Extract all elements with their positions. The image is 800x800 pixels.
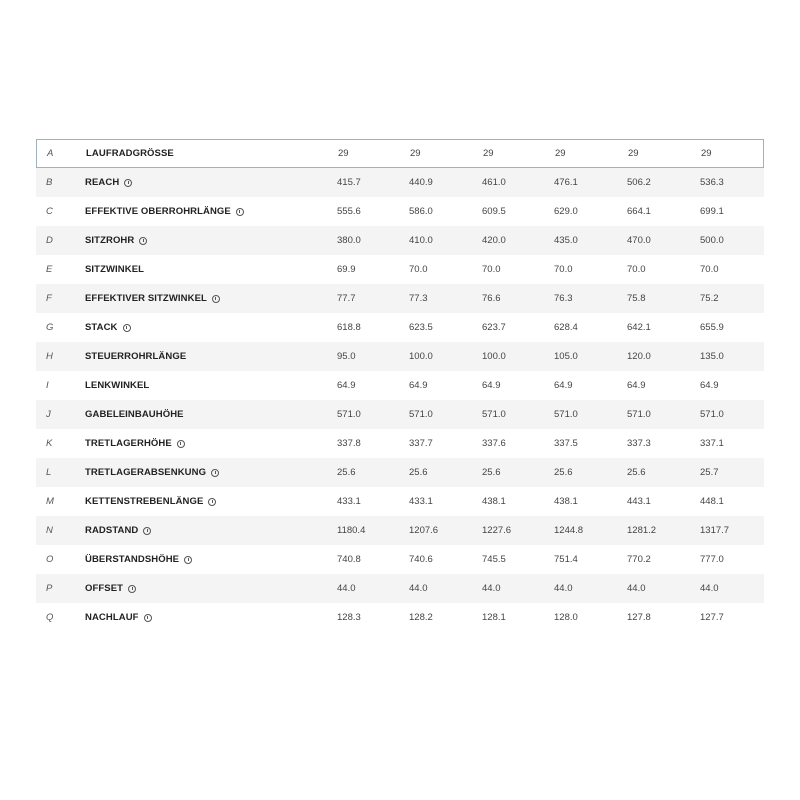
row-name: STACK <box>85 322 118 333</box>
row-name-cell <box>85 284 220 313</box>
table-cell: 29 <box>483 148 494 159</box>
table-cell: 380.0 <box>337 235 361 246</box>
row-letter: M <box>46 496 54 507</box>
table-row <box>36 429 764 458</box>
info-icon[interactable] <box>124 179 132 187</box>
table-cell: 420.0 <box>482 235 506 246</box>
table-row <box>36 226 764 255</box>
row-letter: C <box>46 206 53 217</box>
row-name-cell <box>85 371 149 400</box>
row-name-cell <box>85 168 132 197</box>
table-cell: 25.6 <box>337 467 356 478</box>
table-cell: 440.9 <box>409 177 433 188</box>
table-row <box>36 487 764 516</box>
table-cell: 448.1 <box>700 496 724 507</box>
table-cell: 120.0 <box>627 351 651 362</box>
row-letter: E <box>46 264 53 275</box>
table-cell: 777.0 <box>700 554 724 565</box>
table-cell: 438.1 <box>554 496 578 507</box>
table-cell: 609.5 <box>482 206 506 217</box>
row-name: SITZROHR <box>85 235 135 246</box>
info-icon[interactable] <box>211 469 219 477</box>
table-cell: 105.0 <box>554 351 578 362</box>
table-cell: 127.8 <box>627 612 651 623</box>
table-cell: 25.6 <box>627 467 646 478</box>
info-icon[interactable] <box>236 208 244 216</box>
table-cell: 410.0 <box>409 235 433 246</box>
table-cell: 623.5 <box>409 322 433 333</box>
row-name-cell <box>85 226 147 255</box>
table-cell: 64.9 <box>627 380 646 391</box>
table-cell: 555.6 <box>337 206 361 217</box>
row-name-cell <box>85 574 136 603</box>
table-row <box>36 371 764 400</box>
info-icon[interactable] <box>143 527 151 535</box>
table-cell: 29 <box>555 148 566 159</box>
table-row <box>36 603 764 632</box>
row-name-cell <box>85 545 192 574</box>
table-cell: 128.0 <box>554 612 578 623</box>
table-cell: 618.8 <box>337 322 361 333</box>
table-cell: 29 <box>410 148 421 159</box>
table-cell: 75.8 <box>627 293 646 304</box>
table-cell: 438.1 <box>482 496 506 507</box>
row-name: EFFEKTIVE OBERROHRLÄNGE <box>85 206 231 217</box>
table-cell: 655.9 <box>700 322 724 333</box>
row-letter: P <box>46 583 53 594</box>
row-name: OFFSET <box>85 583 124 594</box>
table-cell: 29 <box>701 148 712 159</box>
row-name-cell <box>85 313 131 342</box>
row-name: LENKWINKEL <box>85 380 150 391</box>
row-letter: F <box>46 293 52 304</box>
row-name-cell <box>85 458 219 487</box>
table-cell: 506.2 <box>627 177 651 188</box>
table-cell: 770.2 <box>627 554 651 565</box>
table-cell: 95.0 <box>337 351 356 362</box>
table-cell: 740.6 <box>409 554 433 565</box>
row-name: REACH <box>85 177 120 188</box>
table-cell: 64.9 <box>337 380 356 391</box>
row-name: STEUERROHRLÄNGE <box>85 351 187 362</box>
table-cell: 76.3 <box>554 293 573 304</box>
table-cell: 25.6 <box>482 467 501 478</box>
row-name: ÜBERSTANDSHÖHE <box>85 554 180 565</box>
table-cell: 1207.6 <box>409 525 439 536</box>
table-cell: 571.0 <box>554 409 578 420</box>
info-icon[interactable] <box>123 324 131 332</box>
table-cell: 337.5 <box>554 438 578 449</box>
table-cell: 745.5 <box>482 554 506 565</box>
table-cell: 415.7 <box>337 177 361 188</box>
table-cell: 100.0 <box>409 351 433 362</box>
table-body <box>36 168 764 632</box>
table-row <box>36 574 764 603</box>
row-name: EFFEKTIVER SITZWINKEL <box>85 293 207 304</box>
table-cell: 70.0 <box>554 264 573 275</box>
table-cell: 44.0 <box>554 583 573 594</box>
table-row <box>36 342 764 371</box>
row-letter: A <box>47 148 54 159</box>
row-name-cell <box>85 400 184 429</box>
table-cell: 29 <box>338 148 349 159</box>
table-cell: 500.0 <box>700 235 724 246</box>
table-cell: 64.9 <box>482 380 501 391</box>
table-cell: 699.1 <box>700 206 724 217</box>
row-letter: B <box>46 177 53 188</box>
table-cell: 433.1 <box>409 496 433 507</box>
row-name-cell <box>85 342 186 371</box>
table-cell: 100.0 <box>482 351 506 362</box>
row-name: TRETLAGERABSENKUNG <box>85 467 207 478</box>
table-cell: 571.0 <box>337 409 361 420</box>
table-row <box>36 458 764 487</box>
table-cell: 629.0 <box>554 206 578 217</box>
table-row <box>36 168 764 197</box>
row-name: SITZWINKEL <box>85 264 145 275</box>
table-cell: 536.3 <box>700 177 724 188</box>
table-cell: 44.0 <box>700 583 719 594</box>
table-cell: 44.0 <box>337 583 356 594</box>
row-name: NACHLAUF <box>85 612 139 623</box>
table-cell: 461.0 <box>482 177 506 188</box>
table-cell: 25.6 <box>409 467 428 478</box>
table-cell: 586.0 <box>409 206 433 217</box>
row-name-cell <box>85 603 152 632</box>
table-cell: 337.6 <box>482 438 506 449</box>
info-icon[interactable] <box>177 440 185 448</box>
table-cell: 435.0 <box>554 235 578 246</box>
table-cell: 64.9 <box>409 380 428 391</box>
table-cell: 70.0 <box>482 264 501 275</box>
table-cell: 44.0 <box>482 583 501 594</box>
row-letter: H <box>46 351 53 362</box>
table-row <box>36 197 764 226</box>
table-cell: 1317.7 <box>700 525 730 536</box>
row-name: GABELEINBAUHÖHE <box>85 409 184 420</box>
row-letter: L <box>46 467 52 478</box>
table-cell: 128.3 <box>337 612 361 623</box>
row-name: LAUFRADGRÖSSE <box>86 148 174 159</box>
table-cell: 64.9 <box>554 380 573 391</box>
table-cell: 70.0 <box>409 264 428 275</box>
table-cell: 128.2 <box>409 612 433 623</box>
table-cell: 128.1 <box>482 612 506 623</box>
table-cell: 77.3 <box>409 293 428 304</box>
table-cell: 25.7 <box>700 467 719 478</box>
row-name: TRETLAGERHÖHE <box>85 438 172 449</box>
table-cell: 44.0 <box>627 583 646 594</box>
table-cell: 433.1 <box>337 496 361 507</box>
table-cell: 1281.2 <box>627 525 657 536</box>
table-cell: 751.4 <box>554 554 578 565</box>
row-name-cell <box>85 429 185 458</box>
table-cell: 476.1 <box>554 177 578 188</box>
table-cell: 664.1 <box>627 206 651 217</box>
table-cell: 337.1 <box>700 438 724 449</box>
table-cell: 75.2 <box>700 293 719 304</box>
table-cell: 337.8 <box>337 438 361 449</box>
row-letter: Q <box>46 612 54 623</box>
row-name-cell <box>85 255 144 284</box>
table-cell: 25.6 <box>554 467 573 478</box>
table-cell: 44.0 <box>409 583 428 594</box>
row-letter: N <box>46 525 53 536</box>
table-row <box>36 313 764 342</box>
table-cell: 337.3 <box>627 438 651 449</box>
row-letter: G <box>46 322 54 333</box>
table-cell: 571.0 <box>409 409 433 420</box>
row-letter: K <box>46 438 53 449</box>
row-name-cell <box>85 197 244 226</box>
table-cell: 571.0 <box>482 409 506 420</box>
table-cell: 642.1 <box>627 322 651 333</box>
row-name: KETTENSTREBENLÄNGE <box>85 496 204 507</box>
table-cell: 29 <box>628 148 639 159</box>
table-row <box>36 284 764 313</box>
info-icon[interactable] <box>184 556 192 564</box>
table-row <box>36 545 764 574</box>
table-cell: 1244.8 <box>554 525 584 536</box>
row-name: RADSTAND <box>85 525 139 536</box>
info-icon[interactable] <box>128 585 136 593</box>
table-cell: 135.0 <box>700 351 724 362</box>
table-cell: 628.4 <box>554 322 578 333</box>
table-cell: 70.0 <box>627 264 646 275</box>
table-cell: 740.8 <box>337 554 361 565</box>
table-cell: 470.0 <box>627 235 651 246</box>
row-name-cell <box>85 516 151 545</box>
table-cell: 69.9 <box>337 264 356 275</box>
table-cell: 1227.6 <box>482 525 512 536</box>
row-letter: D <box>46 235 53 246</box>
geometry-table <box>36 139 764 632</box>
table-cell: 1180.4 <box>337 525 366 536</box>
info-icon[interactable] <box>212 295 220 303</box>
table-cell: 64.9 <box>700 380 719 391</box>
table-cell: 571.0 <box>700 409 724 420</box>
table-cell: 623.7 <box>482 322 506 333</box>
table-cell: 77.7 <box>337 293 356 304</box>
table-cell: 337.7 <box>409 438 433 449</box>
row-letter: O <box>46 554 54 565</box>
table-row <box>36 255 764 284</box>
table-cell: 571.0 <box>627 409 651 420</box>
table-cell: 127.7 <box>700 612 724 623</box>
table-row <box>36 516 764 545</box>
row-letter: J <box>46 409 51 420</box>
info-icon[interactable] <box>144 614 152 622</box>
info-icon[interactable] <box>139 237 147 245</box>
info-icon[interactable] <box>208 498 216 506</box>
row-name-cell <box>85 487 216 516</box>
row-letter: I <box>46 380 49 391</box>
table-header-row <box>36 139 764 168</box>
table-cell: 76.6 <box>482 293 501 304</box>
table-cell: 443.1 <box>627 496 651 507</box>
table-row <box>36 400 764 429</box>
table-cell: 70.0 <box>700 264 719 275</box>
